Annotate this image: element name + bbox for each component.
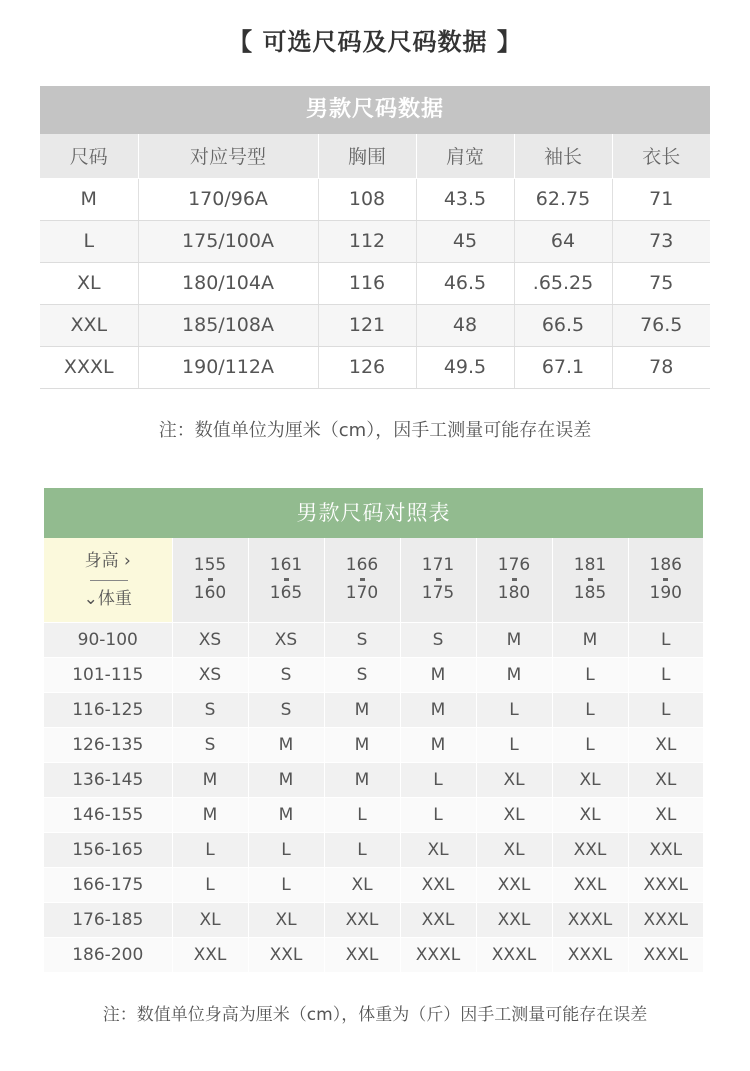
size-cell: M [552,622,628,657]
table-cell: 180/104A [138,262,318,304]
column-header: 肩宽 [416,134,514,178]
size-cell: M [400,657,476,692]
size-cell: XXL [324,902,400,937]
size-cell: XXL [552,867,628,902]
height-to: 185 [573,583,607,604]
height-from: 186 [649,554,682,575]
size-cell: XS [172,622,248,657]
weight-range-cell: 166-175 [44,867,172,902]
size-cell: M [400,727,476,762]
size-cell: XXXL [552,937,628,972]
table-cell: 75 [612,262,710,304]
height-range-header [400,538,476,622]
size-cell: L [400,797,476,832]
table-row [40,346,710,388]
table-cell: XXL [40,304,138,346]
size-cell: XL [476,797,552,832]
size-cell: XL [324,867,400,902]
table-cell: 126 [318,346,416,388]
range-dash [663,578,668,581]
table-row [44,762,703,797]
size-cell: XL [628,762,703,797]
height-range-header [628,538,703,622]
size-cell: XXL [628,832,703,867]
size-cell: M [248,762,324,797]
size-cell: L [324,797,400,832]
size-cell: XXL [172,937,248,972]
table-cell: 64 [514,220,612,262]
height-range-header [552,538,628,622]
size-cell: M [248,797,324,832]
table-cell: 48 [416,304,514,346]
size-cell: XXL [476,902,552,937]
size-cell: L [172,832,248,867]
size-cell: L [552,727,628,762]
table-row [44,622,703,657]
height-to: 165 [269,583,303,604]
size-cell: XS [172,657,248,692]
height-from: 181 [573,554,607,575]
height-range-header [324,538,400,622]
column-header: 尺码 [40,134,138,178]
size-cell: XXL [400,902,476,937]
height-to: 180 [497,583,531,604]
size-cell: XXXL [628,937,703,972]
height-to: 175 [421,583,455,604]
size-cell: M [324,692,400,727]
size-cell: S [400,622,476,657]
table-cell: 78 [612,346,710,388]
height-to: 160 [193,583,227,604]
size-cell: XXXL [400,937,476,972]
table-row [40,262,710,304]
table-cell: 66.5 [514,304,612,346]
table-row [44,727,703,762]
weight-range-cell: 90-100 [44,622,172,657]
table-cell: 46.5 [416,262,514,304]
table-cell: 121 [318,304,416,346]
corner-cell [44,538,172,622]
size-cell: L [552,657,628,692]
size-cell: XXL [324,937,400,972]
height-range-header [172,538,248,622]
table-cell: 116 [318,262,416,304]
range-dash [208,578,213,581]
height-from: 171 [421,554,455,575]
table-row [44,832,703,867]
table-cell: 76.5 [612,304,710,346]
size-cell: L [476,692,552,727]
table-cell: XL [40,262,138,304]
size-cell: XL [248,902,324,937]
table-cell: L [40,220,138,262]
size-cell: M [476,622,552,657]
table-cell: 190/112A [138,346,318,388]
size-cell: M [400,692,476,727]
height-from: 161 [269,554,303,575]
size-cell: XXXL [628,902,703,937]
size-cell: XXL [476,867,552,902]
size-cell: S [324,622,400,657]
corner-divider [90,580,128,581]
table-cell: 175/100A [138,220,318,262]
size-cell: XXL [552,832,628,867]
table-row [44,797,703,832]
size-chart-table [44,488,703,973]
size-cell: M [248,727,324,762]
size-cell: XXL [248,937,324,972]
weight-range-cell: 156-165 [44,832,172,867]
column-header: 袖长 [514,134,612,178]
table-cell: 112 [318,220,416,262]
column-header: 胸围 [318,134,416,178]
size-cell: M [324,762,400,797]
size-cell: L [628,657,703,692]
weight-range-cell: 176-185 [44,902,172,937]
size-cell: L [172,867,248,902]
size-cell: S [324,657,400,692]
height-from: 176 [497,554,531,575]
height-axis-label: 身高 › [84,551,131,571]
weight-range-cell: 186-200 [44,937,172,972]
table-cell: 67.1 [514,346,612,388]
size-cell: XL [476,762,552,797]
size-cell: M [172,797,248,832]
size-cell: XL [172,902,248,937]
size-cell: XS [248,622,324,657]
range-dash [284,578,289,581]
table-cell: M [40,178,138,220]
size-cell: M [324,727,400,762]
chart-table-grid [44,538,703,973]
size-cell: L [552,692,628,727]
range-dash [512,578,517,581]
height-from: 166 [345,554,379,575]
table-row [40,178,710,220]
weight-axis-label: ⌄体重 [83,589,132,609]
range-dash [588,578,593,581]
size-cell: L [476,727,552,762]
table-row [44,937,703,972]
size-cell: S [248,657,324,692]
size-cell: XXXL [552,902,628,937]
table-row [40,304,710,346]
chart-table-note: 注：数值单位身高为厘米（cm），体重为（斤）因手工测量可能存在误差 [102,1005,648,1025]
size-cell: M [172,762,248,797]
height-header-row [44,538,703,622]
table-cell: .65.25 [514,262,612,304]
size-table-header-row [40,134,710,178]
table-row [44,692,703,727]
size-cell: S [172,727,248,762]
size-table-note: 注：数值单位为厘米（cm），因手工测量可能存在误差 [158,420,592,441]
table-row [40,220,710,262]
page-title: 【 可选尺码及尺码数据 】 [228,28,522,56]
table-cell: 43.5 [416,178,514,220]
size-cell: L [248,867,324,902]
range-dash [436,578,441,581]
table-cell: 71 [612,178,710,220]
size-cell: S [172,692,248,727]
size-cell: L [628,622,703,657]
size-cell: XL [400,832,476,867]
weight-range-cell: 136-145 [44,762,172,797]
size-data-table [40,86,710,389]
weight-range-cell: 146-155 [44,797,172,832]
size-cell: XL [628,727,703,762]
table-cell: 170/96A [138,178,318,220]
weight-range-cell: 101-115 [44,657,172,692]
size-cell: L [248,832,324,867]
size-cell: L [628,692,703,727]
height-range-header [248,538,324,622]
table-cell: 185/108A [138,304,318,346]
size-cell: XL [552,762,628,797]
weight-range-cell: 126-135 [44,727,172,762]
chart-table-title: 男款尺码对照表 [44,488,703,538]
table-cell: XXXL [40,346,138,388]
range-dash [360,578,365,581]
size-table-title: 男款尺码数据 [40,86,710,134]
table-cell: 73 [612,220,710,262]
height-to: 190 [649,583,682,604]
size-cell: XL [628,797,703,832]
table-cell: 45 [416,220,514,262]
column-header: 衣长 [612,134,710,178]
size-cell: S [248,692,324,727]
table-cell: 108 [318,178,416,220]
size-cell: XL [476,832,552,867]
size-table-grid [40,134,710,389]
height-from: 155 [193,554,227,575]
size-cell: XXL [400,867,476,902]
size-cell: XL [552,797,628,832]
size-cell: L [400,762,476,797]
size-cell: M [476,657,552,692]
size-cell: XXXL [628,867,703,902]
weight-range-cell: 116-125 [44,692,172,727]
height-range-header [476,538,552,622]
table-cell: 62.75 [514,178,612,220]
height-to: 170 [345,583,379,604]
column-header: 对应号型 [138,134,318,178]
table-row [44,657,703,692]
table-row [44,867,703,902]
table-row [44,902,703,937]
table-cell: 49.5 [416,346,514,388]
size-cell: L [324,832,400,867]
size-cell: XXXL [476,937,552,972]
